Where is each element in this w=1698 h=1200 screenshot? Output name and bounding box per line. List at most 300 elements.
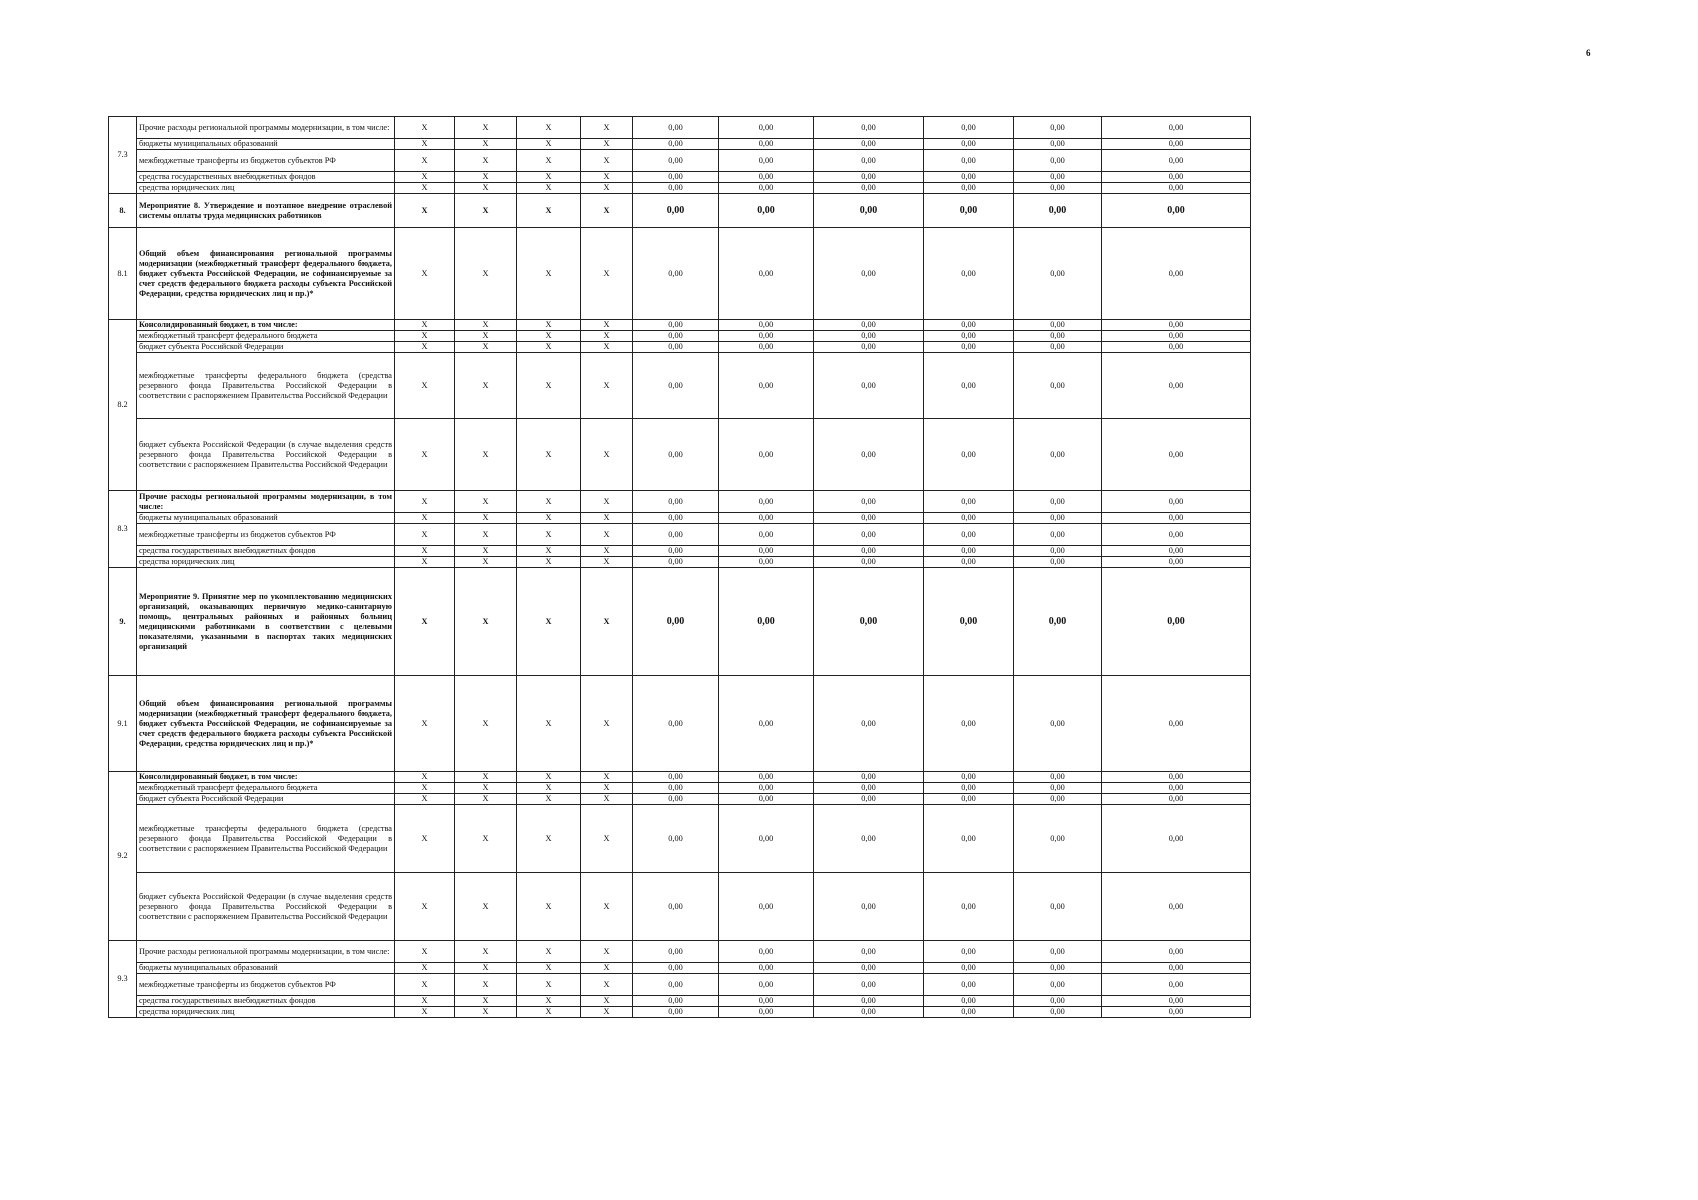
x-mark-cell: X (395, 139, 455, 150)
value-cell: 0,00 (814, 794, 924, 805)
x-mark-cell: X (517, 150, 581, 172)
x-mark-cell: X (517, 172, 581, 183)
value-cell: 0,00 (1102, 419, 1251, 491)
value-cell: 0,00 (719, 996, 814, 1007)
value-cell: 0,00 (1102, 546, 1251, 557)
value-cell: 0,00 (814, 320, 924, 331)
x-mark-cell: X (395, 150, 455, 172)
value-cell: 0,00 (924, 783, 1014, 794)
x-mark-cell: X (517, 568, 581, 676)
value-cell: 0,00 (633, 228, 719, 320)
value-cell: 0,00 (924, 183, 1014, 194)
table-row (109, 963, 1251, 974)
table-row (109, 353, 1251, 419)
row-description: Прочие расходы региональной программы модернизации, в том числе: (137, 117, 395, 139)
x-mark-cell: X (581, 546, 633, 557)
value-cell: 0,00 (924, 557, 1014, 568)
table-row (109, 117, 1251, 139)
value-cell: 0,00 (1014, 568, 1102, 676)
row-description: бюджет субъекта Российской Федерации (в случае выделения средств резервного фонда Правительства Российской Федерации в соответствии с распоряжением Правительства Российской Федерации (137, 419, 395, 491)
row-description: межбюджетные трансферты из бюджетов субъектов РФ (137, 524, 395, 546)
value-cell: 0,00 (719, 172, 814, 183)
value-cell: 0,00 (633, 342, 719, 353)
x-mark-cell: X (517, 117, 581, 139)
x-mark-cell: X (581, 772, 633, 783)
value-cell: 0,00 (719, 228, 814, 320)
row-description: средства юридических лиц (137, 183, 395, 194)
x-mark-cell: X (517, 513, 581, 524)
value-cell: 0,00 (924, 331, 1014, 342)
value-cell: 0,00 (633, 783, 719, 794)
x-mark-cell: X (395, 353, 455, 419)
row-number: 9.3 (109, 941, 137, 1018)
value-cell: 0,00 (924, 172, 1014, 183)
x-mark-cell: X (395, 974, 455, 996)
x-mark-cell: X (395, 194, 455, 228)
value-cell: 0,00 (1014, 546, 1102, 557)
value-cell: 0,00 (633, 974, 719, 996)
table-row (109, 568, 1251, 676)
value-cell: 0,00 (1102, 772, 1251, 783)
x-mark-cell: X (517, 557, 581, 568)
value-cell: 0,00 (1014, 419, 1102, 491)
row-description: межбюджетные трансферты федерального бюджета (средства резервного фонда Правительства Российской Федерации в соответствии с распоряжением Правительства Российской Федерации (137, 805, 395, 873)
value-cell: 0,00 (814, 524, 924, 546)
value-cell: 0,00 (1102, 557, 1251, 568)
value-cell: 0,00 (1014, 353, 1102, 419)
x-mark-cell: X (455, 139, 517, 150)
value-cell: 0,00 (924, 941, 1014, 963)
value-cell: 0,00 (1014, 320, 1102, 331)
table-row (109, 513, 1251, 524)
x-mark-cell: X (581, 139, 633, 150)
x-mark-cell: X (517, 228, 581, 320)
value-cell: 0,00 (924, 139, 1014, 150)
x-mark-cell: X (517, 353, 581, 419)
x-mark-cell: X (517, 805, 581, 873)
value-cell: 0,00 (719, 150, 814, 172)
value-cell: 0,00 (1102, 491, 1251, 513)
x-mark-cell: X (581, 805, 633, 873)
value-cell: 0,00 (924, 491, 1014, 513)
x-mark-cell: X (395, 320, 455, 331)
x-mark-cell: X (517, 491, 581, 513)
x-mark-cell: X (517, 783, 581, 794)
x-mark-cell: X (395, 676, 455, 772)
value-cell: 0,00 (633, 183, 719, 194)
value-cell: 0,00 (924, 513, 1014, 524)
value-cell: 0,00 (633, 568, 719, 676)
x-mark-cell: X (581, 557, 633, 568)
value-cell: 0,00 (1014, 676, 1102, 772)
x-mark-cell: X (517, 996, 581, 1007)
x-mark-cell: X (455, 172, 517, 183)
table-row (109, 941, 1251, 963)
x-mark-cell: X (517, 183, 581, 194)
value-cell: 0,00 (719, 320, 814, 331)
value-cell: 0,00 (633, 794, 719, 805)
value-cell: 0,00 (719, 1007, 814, 1018)
value-cell: 0,00 (633, 117, 719, 139)
value-cell: 0,00 (814, 139, 924, 150)
x-mark-cell: X (395, 941, 455, 963)
value-cell: 0,00 (633, 150, 719, 172)
value-cell: 0,00 (924, 568, 1014, 676)
x-mark-cell: X (455, 941, 517, 963)
value-cell: 0,00 (719, 772, 814, 783)
value-cell: 0,00 (814, 491, 924, 513)
row-number: 9. (109, 568, 137, 676)
row-description: Мероприятие 9. Принятие мер по укомплектованию медицинских организаций, оказывающих первичную медико-санитарную помощь, центральных районных и районных больниц медицинскими работниками в соответствии с целевыми показателями, указанными в паспортах таких медицинских организаций (137, 568, 395, 676)
value-cell: 0,00 (719, 491, 814, 513)
x-mark-cell: X (395, 557, 455, 568)
x-mark-cell: X (455, 676, 517, 772)
x-mark-cell: X (395, 491, 455, 513)
x-mark-cell: X (581, 172, 633, 183)
value-cell: 0,00 (1102, 353, 1251, 419)
x-mark-cell: X (455, 117, 517, 139)
financing-table (108, 116, 1251, 1018)
x-mark-cell: X (395, 513, 455, 524)
value-cell: 0,00 (1014, 194, 1102, 228)
value-cell: 0,00 (924, 194, 1014, 228)
value-cell: 0,00 (814, 194, 924, 228)
row-description: бюджеты муниципальных образований (137, 513, 395, 524)
value-cell: 0,00 (1014, 794, 1102, 805)
x-mark-cell: X (455, 320, 517, 331)
value-cell: 0,00 (1014, 342, 1102, 353)
x-mark-cell: X (517, 320, 581, 331)
x-mark-cell: X (581, 342, 633, 353)
x-mark-cell: X (455, 805, 517, 873)
x-mark-cell: X (455, 150, 517, 172)
value-cell: 0,00 (1014, 513, 1102, 524)
x-mark-cell: X (455, 491, 517, 513)
value-cell: 0,00 (719, 783, 814, 794)
value-cell: 0,00 (1014, 228, 1102, 320)
x-mark-cell: X (455, 419, 517, 491)
table-row (109, 183, 1251, 194)
x-mark-cell: X (581, 1007, 633, 1018)
value-cell: 0,00 (814, 805, 924, 873)
value-cell: 0,00 (814, 772, 924, 783)
table-row (109, 139, 1251, 150)
x-mark-cell: X (395, 873, 455, 941)
row-description: средства юридических лиц (137, 557, 395, 568)
value-cell: 0,00 (814, 419, 924, 491)
value-cell: 0,00 (633, 524, 719, 546)
value-cell: 0,00 (814, 183, 924, 194)
value-cell: 0,00 (1102, 183, 1251, 194)
x-mark-cell: X (455, 353, 517, 419)
row-description: бюджет субъекта Российской Федерации (137, 342, 395, 353)
x-mark-cell: X (395, 783, 455, 794)
table-row (109, 873, 1251, 941)
row-description: межбюджетные трансферты федерального бюджета (средства резервного фонда Правительства Российской Федерации в соответствии с распоряжением Правительства Российской Федерации (137, 353, 395, 419)
value-cell: 0,00 (719, 805, 814, 873)
row-description: бюджет субъекта Российской Федерации (в случае выделения средств резервного фонда Правительства Российской Федерации в соответствии с распоряжением Правительства Российской Федерации (137, 873, 395, 941)
value-cell: 0,00 (1102, 139, 1251, 150)
x-mark-cell: X (517, 676, 581, 772)
row-number: 8. (109, 194, 137, 228)
value-cell: 0,00 (814, 150, 924, 172)
value-cell: 0,00 (924, 772, 1014, 783)
x-mark-cell: X (581, 974, 633, 996)
x-mark-cell: X (517, 419, 581, 491)
row-description: межбюджетный трансферт федерального бюджета (137, 331, 395, 342)
value-cell: 0,00 (719, 183, 814, 194)
x-mark-cell: X (395, 805, 455, 873)
value-cell: 0,00 (814, 783, 924, 794)
value-cell: 0,00 (1014, 491, 1102, 513)
value-cell: 0,00 (814, 676, 924, 772)
x-mark-cell: X (395, 568, 455, 676)
value-cell: 0,00 (719, 974, 814, 996)
row-description: средства государственных внебюджетных фондов (137, 996, 395, 1007)
x-mark-cell: X (455, 772, 517, 783)
table-row (109, 794, 1251, 805)
x-mark-cell: X (395, 963, 455, 974)
value-cell: 0,00 (814, 1007, 924, 1018)
value-cell: 0,00 (814, 941, 924, 963)
value-cell: 0,00 (814, 228, 924, 320)
row-number: 8.2 (109, 320, 137, 491)
x-mark-cell: X (395, 546, 455, 557)
value-cell: 0,00 (1102, 1007, 1251, 1018)
x-mark-cell: X (395, 331, 455, 342)
row-number: 8.1 (109, 228, 137, 320)
value-cell: 0,00 (1102, 331, 1251, 342)
table-row (109, 320, 1251, 331)
x-mark-cell: X (455, 342, 517, 353)
value-cell: 0,00 (719, 117, 814, 139)
value-cell: 0,00 (633, 331, 719, 342)
row-description: средства государственных внебюджетных фондов (137, 172, 395, 183)
value-cell: 0,00 (1014, 1007, 1102, 1018)
table-row (109, 419, 1251, 491)
x-mark-cell: X (455, 513, 517, 524)
x-mark-cell: X (517, 331, 581, 342)
value-cell: 0,00 (633, 873, 719, 941)
x-mark-cell: X (581, 941, 633, 963)
table-row (109, 996, 1251, 1007)
value-cell: 0,00 (633, 941, 719, 963)
value-cell: 0,00 (633, 772, 719, 783)
x-mark-cell: X (517, 546, 581, 557)
value-cell: 0,00 (924, 419, 1014, 491)
row-description: бюджеты муниципальных образований (137, 963, 395, 974)
table-row (109, 783, 1251, 794)
x-mark-cell: X (581, 419, 633, 491)
row-description: Общий объем финансирования региональной программы модернизации (межбюджетный трансферт федерального бюджета, бюджет субъекта Российской Федерации, не софинансируемые за счет средств федерального бюджета расходы субъекта Российской Федерации, средства юридических лиц и пр.)* (137, 676, 395, 772)
value-cell: 0,00 (814, 546, 924, 557)
value-cell: 0,00 (924, 353, 1014, 419)
x-mark-cell: X (395, 419, 455, 491)
x-mark-cell: X (517, 963, 581, 974)
value-cell: 0,00 (924, 150, 1014, 172)
value-cell: 0,00 (814, 353, 924, 419)
value-cell: 0,00 (1102, 320, 1251, 331)
table-row (109, 172, 1251, 183)
value-cell: 0,00 (1102, 194, 1251, 228)
value-cell: 0,00 (814, 331, 924, 342)
page-number: 6 (1586, 48, 1591, 58)
row-number: 8.3 (109, 491, 137, 568)
value-cell: 0,00 (1102, 676, 1251, 772)
value-cell: 0,00 (814, 568, 924, 676)
row-description: Консолидированный бюджет, в том числе: (137, 772, 395, 783)
value-cell: 0,00 (633, 546, 719, 557)
x-mark-cell: X (395, 342, 455, 353)
x-mark-cell: X (455, 524, 517, 546)
x-mark-cell: X (455, 783, 517, 794)
value-cell: 0,00 (924, 794, 1014, 805)
value-cell: 0,00 (1102, 783, 1251, 794)
value-cell: 0,00 (1014, 996, 1102, 1007)
value-cell: 0,00 (814, 974, 924, 996)
value-cell: 0,00 (1102, 873, 1251, 941)
value-cell: 0,00 (633, 513, 719, 524)
x-mark-cell: X (517, 941, 581, 963)
value-cell: 0,00 (924, 676, 1014, 772)
row-description: межбюджетные трансферты из бюджетов субъектов РФ (137, 150, 395, 172)
value-cell: 0,00 (1102, 805, 1251, 873)
x-mark-cell: X (581, 568, 633, 676)
x-mark-cell: X (581, 183, 633, 194)
x-mark-cell: X (395, 996, 455, 1007)
table-row (109, 228, 1251, 320)
x-mark-cell: X (581, 873, 633, 941)
value-cell: 0,00 (1102, 117, 1251, 139)
x-mark-cell: X (581, 228, 633, 320)
value-cell: 0,00 (719, 139, 814, 150)
row-description: средства государственных внебюджетных фондов (137, 546, 395, 557)
x-mark-cell: X (455, 568, 517, 676)
row-description: Прочие расходы региональной программы модернизации, в том числе: (137, 491, 395, 513)
table-row (109, 342, 1251, 353)
x-mark-cell: X (455, 557, 517, 568)
value-cell: 0,00 (924, 546, 1014, 557)
value-cell: 0,00 (814, 117, 924, 139)
value-cell: 0,00 (814, 873, 924, 941)
value-cell: 0,00 (924, 996, 1014, 1007)
row-description: Прочие расходы региональной программы модернизации, в том числе: (137, 941, 395, 963)
value-cell: 0,00 (1102, 150, 1251, 172)
value-cell: 0,00 (924, 805, 1014, 873)
table-row (109, 1007, 1251, 1018)
x-mark-cell: X (581, 320, 633, 331)
row-description: Мероприятие 8. Утверждение и поэтапное внедрение отраслевой системы оплаты труда медицинских работников (137, 194, 395, 228)
value-cell: 0,00 (719, 963, 814, 974)
table-row (109, 974, 1251, 996)
x-mark-cell: X (581, 783, 633, 794)
value-cell: 0,00 (1102, 524, 1251, 546)
value-cell: 0,00 (814, 513, 924, 524)
x-mark-cell: X (581, 150, 633, 172)
x-mark-cell: X (581, 331, 633, 342)
row-description: Общий объем финансирования региональной программы модернизации (межбюджетный трансферт федерального бюджета, бюджет субъекта Российской Федерации, не софинансируемые за счет средств федерального бюджета расходы субъекта Российской Федерации, средства юридических лиц и пр.)* (137, 228, 395, 320)
value-cell: 0,00 (1014, 524, 1102, 546)
x-mark-cell: X (395, 1007, 455, 1018)
row-description: бюджеты муниципальных образований (137, 139, 395, 150)
value-cell: 0,00 (1014, 873, 1102, 941)
row-description: Консолидированный бюджет, в том числе: (137, 320, 395, 331)
x-mark-cell: X (581, 524, 633, 546)
table-body (109, 117, 1251, 1018)
table-row (109, 491, 1251, 513)
row-description: межбюджетные трансферты из бюджетов субъектов РФ (137, 974, 395, 996)
value-cell: 0,00 (1102, 974, 1251, 996)
value-cell: 0,00 (924, 342, 1014, 353)
value-cell: 0,00 (924, 320, 1014, 331)
x-mark-cell: X (581, 794, 633, 805)
value-cell: 0,00 (1014, 941, 1102, 963)
value-cell: 0,00 (719, 524, 814, 546)
value-cell: 0,00 (633, 676, 719, 772)
value-cell: 0,00 (814, 557, 924, 568)
table-row (109, 331, 1251, 342)
x-mark-cell: X (517, 974, 581, 996)
value-cell: 0,00 (719, 557, 814, 568)
x-mark-cell: X (581, 117, 633, 139)
x-mark-cell: X (581, 194, 633, 228)
value-cell: 0,00 (1014, 963, 1102, 974)
value-cell: 0,00 (633, 194, 719, 228)
financing-table-container (108, 116, 1250, 1018)
value-cell: 0,00 (719, 194, 814, 228)
row-description: бюджет субъекта Российской Федерации (137, 794, 395, 805)
x-mark-cell: X (581, 491, 633, 513)
x-mark-cell: X (455, 963, 517, 974)
table-row (109, 546, 1251, 557)
x-mark-cell: X (455, 996, 517, 1007)
value-cell: 0,00 (924, 524, 1014, 546)
x-mark-cell: X (455, 794, 517, 805)
value-cell: 0,00 (633, 1007, 719, 1018)
value-cell: 0,00 (924, 117, 1014, 139)
x-mark-cell: X (455, 183, 517, 194)
value-cell: 0,00 (633, 805, 719, 873)
value-cell: 0,00 (633, 963, 719, 974)
value-cell: 0,00 (1014, 117, 1102, 139)
value-cell: 0,00 (1102, 794, 1251, 805)
value-cell: 0,00 (1014, 150, 1102, 172)
x-mark-cell: X (455, 228, 517, 320)
x-mark-cell: X (581, 996, 633, 1007)
value-cell: 0,00 (719, 513, 814, 524)
table-row (109, 676, 1251, 772)
value-cell: 0,00 (633, 419, 719, 491)
value-cell: 0,00 (1014, 331, 1102, 342)
x-mark-cell: X (455, 873, 517, 941)
value-cell: 0,00 (719, 794, 814, 805)
value-cell: 0,00 (719, 331, 814, 342)
value-cell: 0,00 (1014, 805, 1102, 873)
x-mark-cell: X (455, 1007, 517, 1018)
x-mark-cell: X (517, 139, 581, 150)
x-mark-cell: X (517, 1007, 581, 1018)
value-cell: 0,00 (1102, 941, 1251, 963)
x-mark-cell: X (395, 794, 455, 805)
value-cell: 0,00 (814, 963, 924, 974)
x-mark-cell: X (517, 794, 581, 805)
value-cell: 0,00 (633, 320, 719, 331)
value-cell: 0,00 (1014, 783, 1102, 794)
table-row (109, 772, 1251, 783)
x-mark-cell: X (455, 194, 517, 228)
value-cell: 0,00 (1102, 996, 1251, 1007)
row-description: межбюджетный трансферт федерального бюджета (137, 783, 395, 794)
